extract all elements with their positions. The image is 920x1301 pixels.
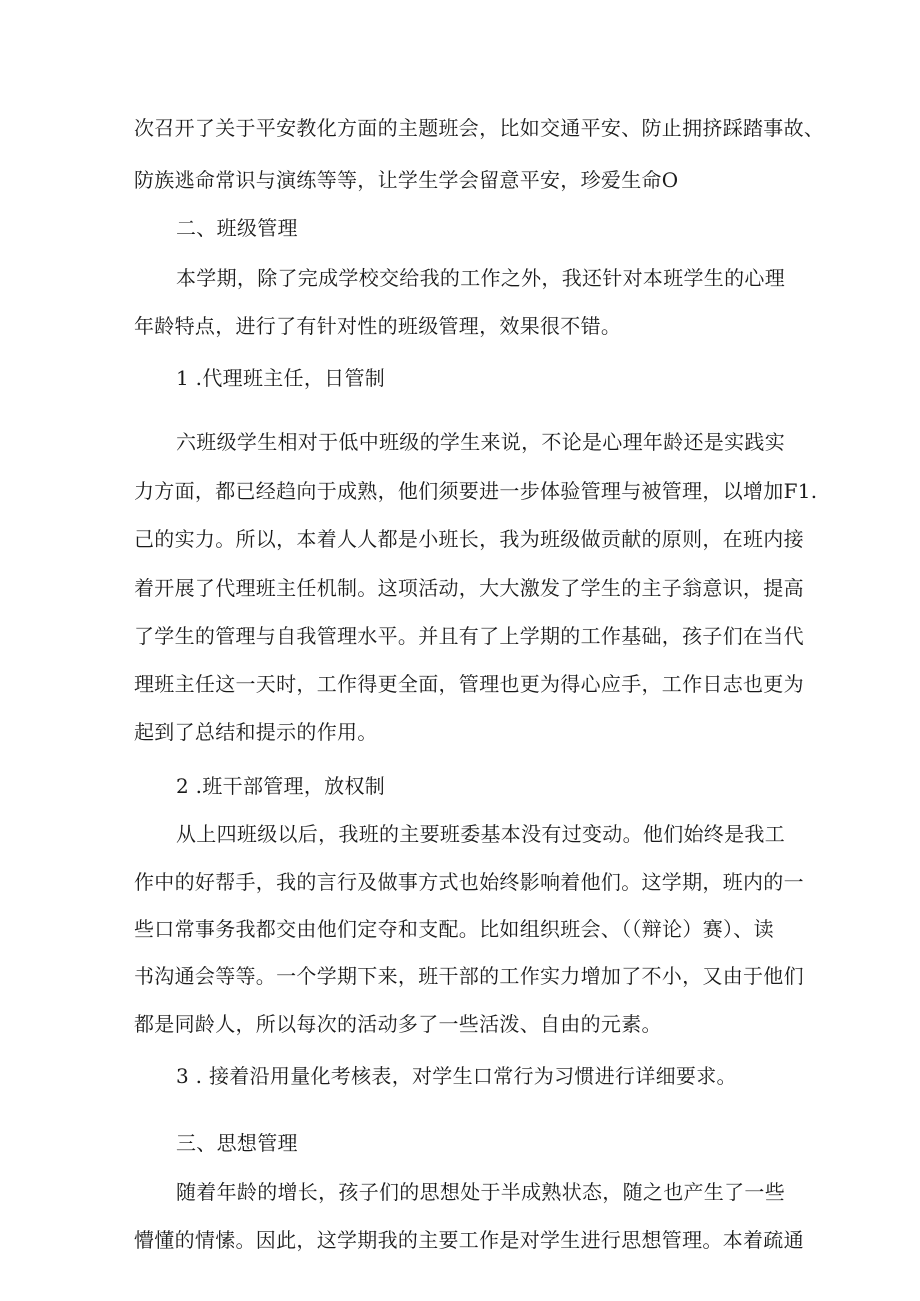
text-line: 书沟通会等等。一个学期下来，班干部的工作实力增加了不小，又由于他们	[134, 964, 804, 988]
text-line: 些口常事务我都交由他们定夺和支配。比如组织班会、（（辩论）赛）、读	[134, 917, 774, 941]
section-heading: 三、思想管理	[176, 1131, 298, 1155]
text-line: 防族逃命常识与演练等等，让学生学会留意平安，珍爱生命O	[134, 168, 679, 192]
text-line: 己的实力。所以，本着人人都是小班长，我为班级做贡献的原则，在班内接	[134, 527, 804, 551]
text-line: 从上四班级以后，我班的主要班委基本没有过变动。他们始终是我工	[176, 822, 785, 846]
text-line: 都是同龄人，所以每次的活动多了一些活泼、自由的元素。	[134, 1012, 662, 1036]
text-line: 六班级学生相对于低中班级的学生来说，不论是心理年龄还是实践实	[176, 430, 785, 454]
text-line: 了学生的管理与自我管理水平。并且有了上学期的工作基础，孩子们在当代	[134, 624, 804, 648]
text-line: 理班主任这一天时，工作得更全面，管理也更为得心应手，工作日志也更为	[134, 672, 804, 696]
subsection-heading: 1 .代理班主任，日管制	[176, 366, 386, 390]
subsection-heading: 2 .班干部管理，放权制	[176, 774, 386, 798]
text-line: 年龄特点，进行了有针对性的班级管理，效果很不错。	[134, 314, 622, 338]
section-heading: 二、班级管理	[176, 216, 298, 240]
text-line: 力方面，都已经趋向于成熟，他们须要进一步体验管理与被管理，以增加F1.	[134, 479, 818, 503]
text-line: 作中的好帮手，我的言行及做事方式也始终影响着他们。这学期，班内的一	[134, 870, 804, 894]
subsection-heading: 3 . 接着沿用量化考核表，对学生口常行为习惯进行详细要求。	[176, 1064, 737, 1088]
text-line: 随着年龄的增长，孩子们的思想处于半成熟状态，随之也产生了一些	[176, 1180, 785, 1204]
text-line: 本学期，除了完成学校交给我的工作之外，我还针对本班学生的心理	[176, 266, 785, 290]
text-line: 懵懂的情愫。因此，这学期我的主要工作是对学生进行思想管理。本着疏通	[134, 1228, 804, 1252]
text-line: 次召开了关于平安教化方面的主题班会，比如交通平安、防止拥挤踩踏事故、	[134, 116, 825, 140]
text-line: 起到了总结和提示的作用。	[134, 720, 378, 744]
text-line: 着开展了代理班主任机制。这项活动，大大激发了学生的主子翁意识，提高	[134, 576, 804, 600]
